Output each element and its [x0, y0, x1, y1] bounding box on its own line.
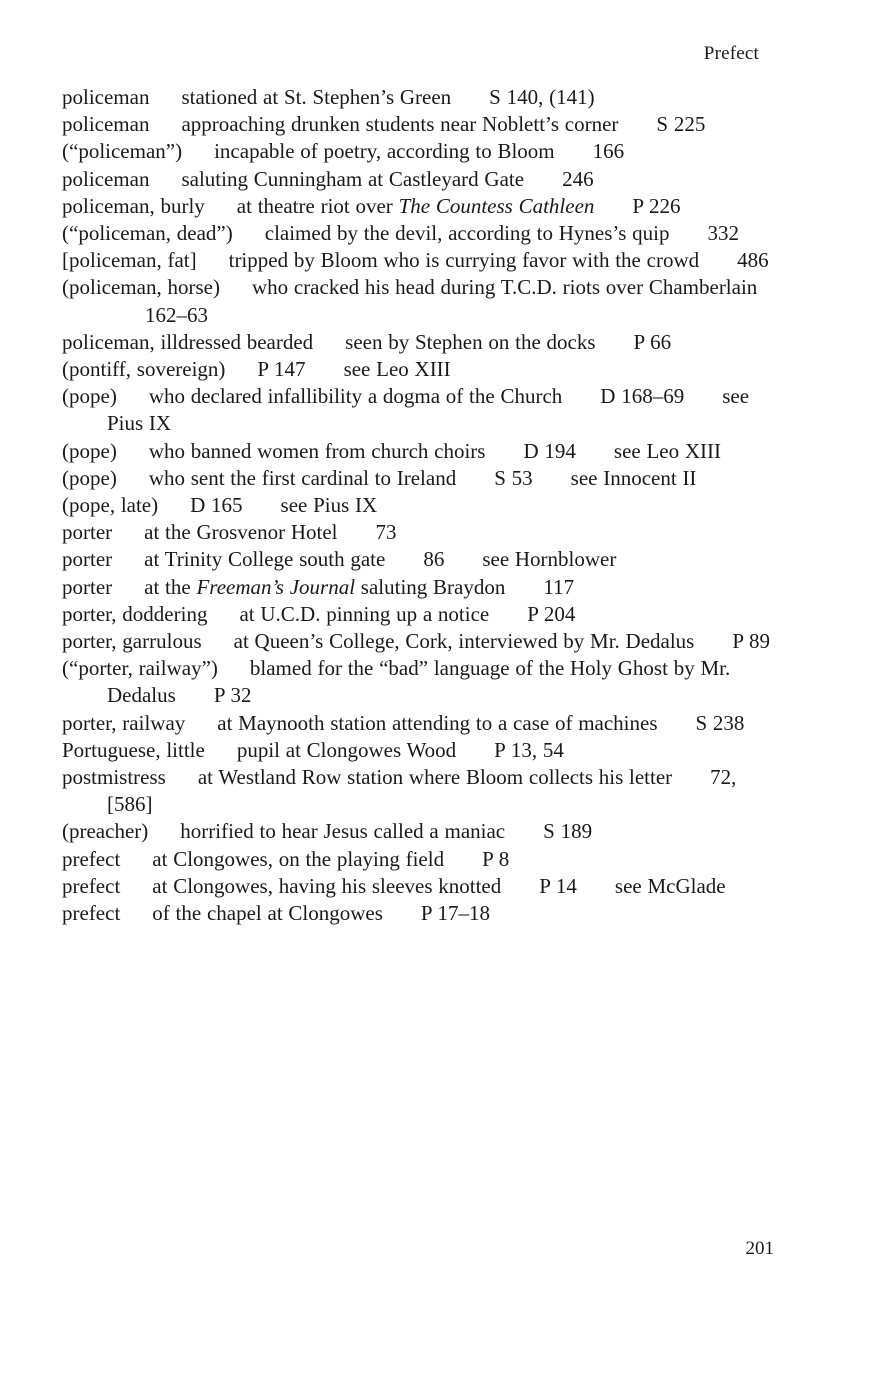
entry-description: who banned women from church choirs [148, 438, 486, 463]
entry-description: at Queen’s College, Cork, interviewed by Mr. Dedalus [233, 629, 695, 654]
index-entries [62, 84, 782, 927]
entry-description: at the [144, 574, 197, 599]
entry-name: (pontiff, sovereign) [62, 357, 226, 382]
index-entry [62, 655, 782, 709]
entry-reference: 332 [707, 221, 739, 246]
index-entry [62, 710, 782, 737]
index-entry [62, 737, 782, 764]
entry-name: Portuguese, little [62, 737, 205, 762]
running-head: Prefect [703, 43, 759, 64]
index-entry [62, 601, 782, 628]
entry-description: at theatre riot over [236, 193, 399, 218]
entry-name: (policeman, horse) [62, 275, 220, 300]
entry-cross-reference: see Leo XIII [343, 357, 451, 382]
entry-description: at Maynooth station attending to a case of machines [217, 710, 658, 735]
entry-description: tripped by Bloom who is currying favor with the crowd [228, 248, 700, 273]
entry-reference: S 238 [695, 710, 745, 735]
entry-description: at Trinity College south gate [144, 547, 386, 572]
index-entry [62, 628, 782, 655]
entry-name: (pope) [62, 465, 117, 490]
entry-title-italic: Freeman’s Journal [196, 574, 356, 599]
entry-reference: 73 [375, 520, 397, 545]
entry-description: approaching drunken students near Noblett’s corner [181, 112, 619, 137]
entry-reference: 86 [423, 547, 445, 572]
index-entry [62, 220, 782, 247]
entry-reference: P 226 [632, 193, 681, 218]
index-entry [62, 383, 782, 437]
entry-cross-reference: see Pius IX [107, 384, 755, 436]
index-entry [62, 900, 782, 927]
entry-name: porter [62, 520, 113, 545]
entry-reference: 246 [562, 166, 594, 191]
entry-name: porter, railway [62, 710, 186, 735]
entry-name: postmistress [62, 765, 166, 790]
entry-reference: P 32 [213, 683, 252, 708]
index-entry [62, 574, 782, 601]
entry-reference: S 140, (141) [489, 85, 595, 109]
index-entry [62, 247, 782, 274]
entry-description: who sent the first cardinal to Ireland [148, 465, 457, 490]
entry-reference: 72, [586] [107, 765, 743, 817]
entry-reference: P 8 [482, 846, 510, 871]
entry-name: (preacher) [62, 819, 149, 844]
entry-name: policeman [62, 112, 150, 137]
entry-reference: 486 [737, 248, 769, 273]
index-entry [62, 873, 782, 900]
entry-cross-reference: see Leo XIII [613, 438, 721, 463]
entry-reference: D 165 [190, 493, 243, 518]
entry-reference: 162–63 [145, 302, 208, 327]
index-entry [62, 84, 782, 111]
entry-reference: 166 [592, 139, 625, 164]
entry-reference: P 13, 54 [494, 737, 564, 762]
entry-description: at the Grosvenor Hotel [144, 520, 338, 545]
index-entry [62, 465, 782, 492]
entry-name: policeman [62, 166, 150, 191]
entry-name: porter, doddering [62, 601, 208, 626]
entry-description-continued: saluting Braydon [355, 574, 506, 599]
index-entry [62, 546, 782, 573]
entry-description: at U.C.D. pinning up a notice [239, 601, 490, 626]
index-entry [62, 138, 782, 165]
entry-reference: P 17–18 [420, 901, 491, 926]
index-entry [62, 111, 782, 138]
entry-name: (pope) [62, 438, 117, 463]
entry-reference: P 89 [732, 629, 771, 654]
entry-name: porter [62, 547, 113, 572]
entry-name: porter, garrulous [62, 629, 202, 654]
entry-description: seen by Stephen on the docks [345, 329, 596, 354]
entry-reference: S 225 [656, 112, 706, 137]
entry-name: (“porter, railway”) [62, 656, 218, 681]
index-entry [62, 329, 782, 356]
entry-reference: 117 [543, 574, 575, 599]
entry-description: blamed for the “bad” language of the Holy Ghost by Mr. Dedalus [107, 656, 736, 708]
index-entry [62, 764, 782, 818]
entry-description: saluting Cunningham at Castleyard Gate [181, 166, 525, 191]
entry-name: prefect [62, 901, 121, 926]
entry-description: who cracked his head during T.C.D. riots over Chamberlain [251, 275, 758, 300]
entry-title-italic: The Countess Cathleen [398, 193, 595, 218]
entry-name: (“policeman, dead”) [62, 221, 233, 246]
entry-cross-reference: see McGlade [614, 873, 726, 898]
entry-reference: S 53 [494, 465, 533, 490]
index-entry [62, 438, 782, 465]
entry-description: at Clongowes, on the playing field [152, 846, 445, 871]
entry-name: prefect [62, 873, 121, 898]
page-number: 201 [745, 1238, 774, 1259]
entry-name: policeman, illdressed bearded [62, 329, 314, 354]
index-entry [62, 274, 782, 328]
entry-description: at Clongowes, having his sleeves knotted [152, 873, 502, 898]
entry-reference: S 189 [543, 819, 593, 844]
entry-description: horrified to hear Jesus called a maniac [180, 819, 506, 844]
entry-name: policeman [62, 85, 150, 109]
entry-name: (“policeman”) [62, 139, 183, 164]
entry-name: (pope) [62, 384, 117, 409]
entry-name: policeman, burly [62, 193, 205, 218]
index-entry [62, 492, 782, 519]
entry-cross-reference: see Hornblower [482, 547, 617, 572]
index-entry [62, 193, 782, 220]
entry-reference: P 147 [257, 357, 306, 382]
index-entry [62, 166, 782, 193]
entry-description: who declared infallibility a dogma of the Church [148, 384, 563, 409]
entry-description: stationed at St. Stephen’s Green [181, 85, 452, 109]
index-entry [62, 846, 782, 873]
entry-name: [policeman, fat] [62, 248, 197, 273]
entry-description: incapable of poetry, according to Bloom [214, 139, 555, 164]
index-entry [62, 519, 782, 546]
entry-reference: P 204 [527, 601, 576, 626]
entry-cross-reference: see Pius IX [280, 493, 378, 518]
entry-description: of the chapel at Clongowes [152, 901, 383, 926]
entry-description: at Westland Row station where Bloom collects his letter [197, 765, 673, 790]
entry-reference: D 168–69 [600, 384, 685, 409]
entry-cross-reference: see Innocent II [570, 465, 697, 490]
index-entry [62, 356, 782, 383]
entry-reference: D 194 [523, 438, 576, 463]
entry-name: prefect [62, 846, 121, 871]
entry-name: (pope, late) [62, 493, 159, 518]
entry-name: porter [62, 574, 113, 599]
index-entry [62, 818, 782, 845]
entry-reference: P 66 [633, 329, 672, 354]
entry-description: pupil at Clongowes Wood [236, 737, 457, 762]
entry-description: claimed by the devil, according to Hynes’s quip [264, 221, 670, 246]
entry-reference: P 14 [539, 873, 577, 898]
